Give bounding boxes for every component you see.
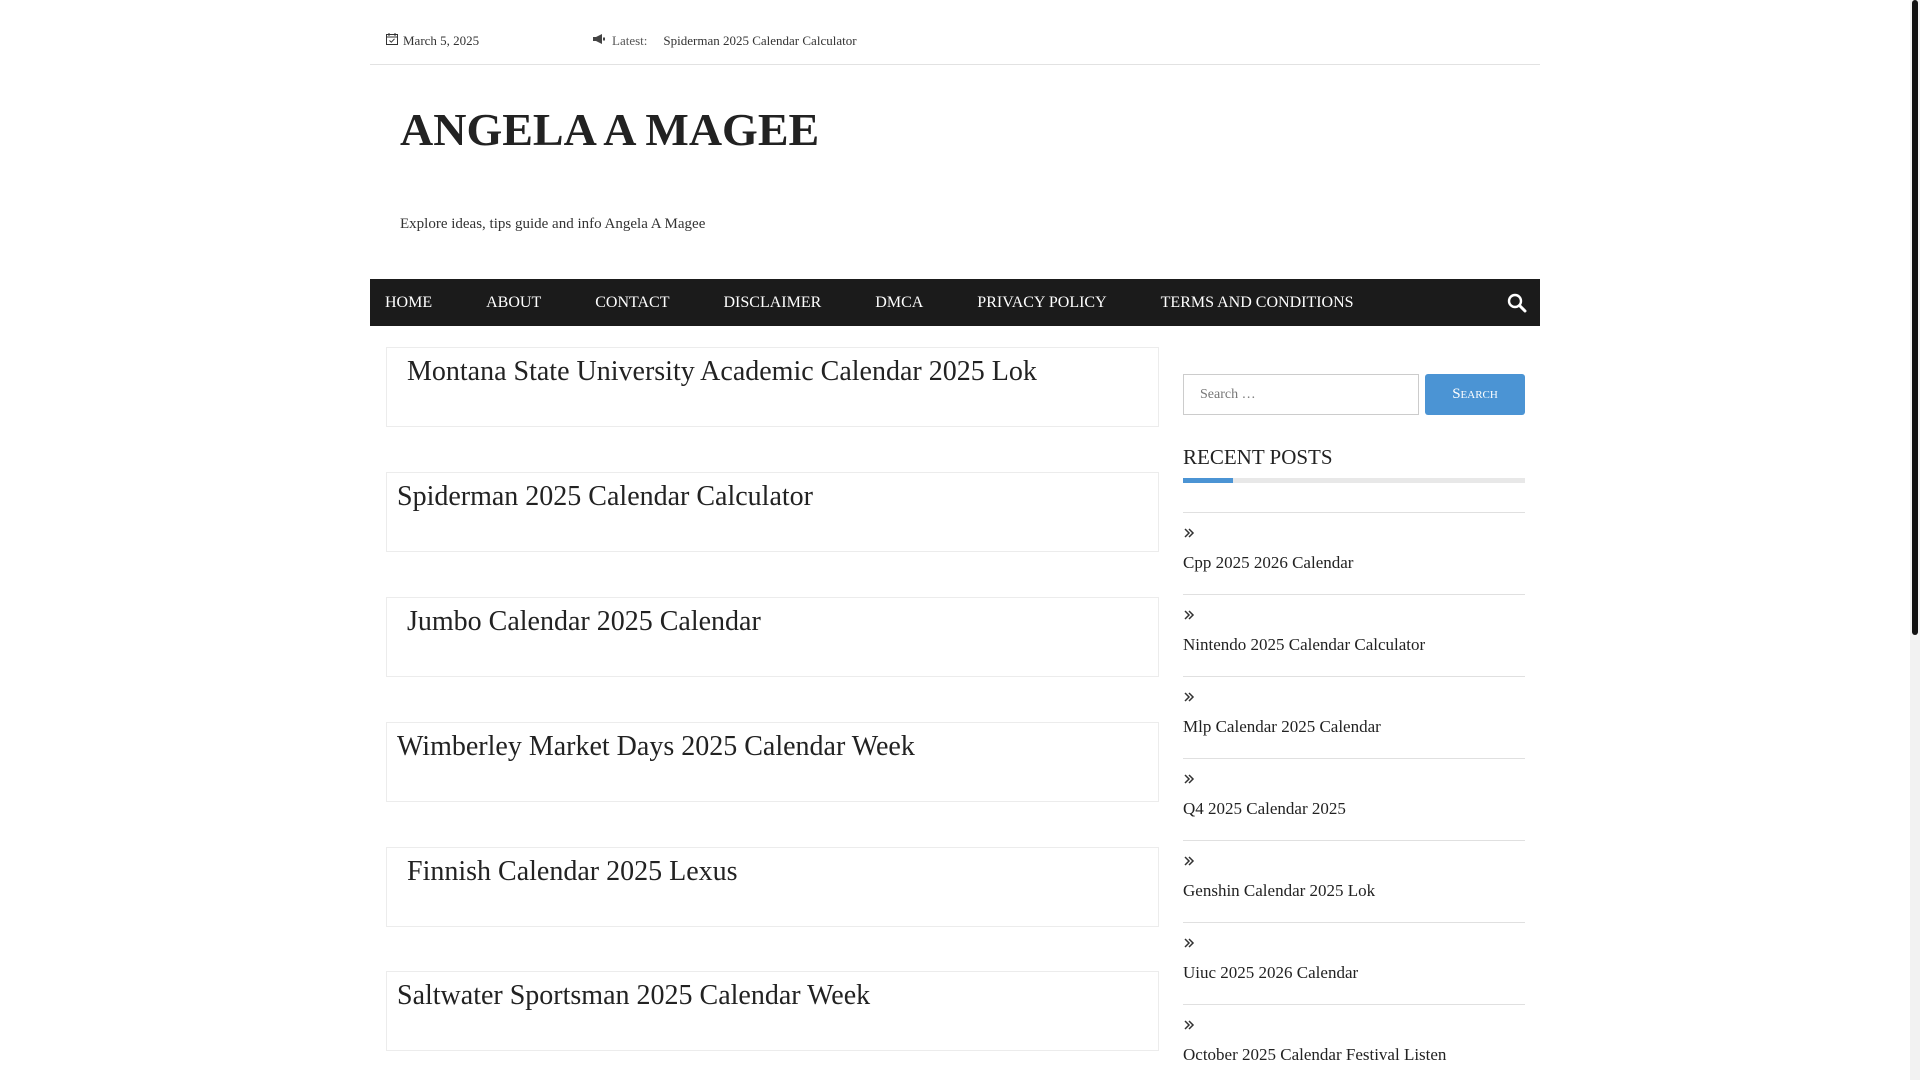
post-title[interactable]: Saltwater Sportsman 2025 Calendar Week (397, 980, 871, 1011)
scrollbar-thumb[interactable] (1912, 0, 1918, 635)
post-title[interactable]: Spiderman 2025 Calendar Calculator (397, 481, 813, 512)
recent-post-link[interactable]: Nintendo 2025 Calendar Calculator (1183, 635, 1426, 654)
double-chevron-right-icon (1183, 772, 1195, 790)
sidebar (1183, 374, 1525, 1086)
list-item[interactable] (1183, 677, 1525, 759)
latest-ticker (592, 33, 857, 49)
post-title[interactable]: Wimberley Market Days 2025 Calendar Week (397, 731, 915, 762)
nav-disclaimer[interactable]: DISCLAIMER (723, 293, 822, 311)
nav-privacy-policy[interactable]: PRIVACY POLICY (977, 293, 1107, 311)
recent-posts-title: RECENT POSTS (1183, 445, 1333, 469)
nav-about[interactable]: ABOUT (486, 293, 542, 311)
search-icon[interactable] (1494, 279, 1540, 326)
date-display (386, 33, 479, 49)
double-chevron-right-icon (1183, 1018, 1195, 1036)
post-title[interactable]: Finnish Calendar 2025 Lexus (407, 856, 738, 887)
double-chevron-right-icon (1183, 690, 1195, 708)
search-input[interactable] (1183, 374, 1419, 415)
latest-link[interactable]: Spiderman 2025 Calendar Calculator (663, 33, 857, 48)
nav-contact[interactable]: CONTACT (595, 293, 670, 311)
post-card (386, 597, 1159, 677)
main-navigation (370, 279, 1540, 326)
double-chevron-right-icon (1183, 854, 1195, 872)
calendar-icon (386, 33, 398, 49)
post-title[interactable]: Montana State University Academic Calendar 2025 Lok (407, 356, 1037, 387)
top-bar (370, 22, 1540, 65)
post-card (386, 347, 1159, 427)
double-chevron-right-icon (1183, 526, 1195, 544)
sidebar-search-form (1183, 374, 1525, 415)
recent-post-link[interactable]: Cpp 2025 2026 Calendar (1183, 553, 1354, 572)
post-card (386, 847, 1159, 927)
post-card (386, 971, 1159, 1051)
list-item[interactable] (1183, 1005, 1525, 1086)
post-card (386, 722, 1159, 802)
list-item[interactable] (1183, 513, 1525, 595)
latest-label: Latest: (612, 33, 648, 48)
search-button[interactable]: Search (1425, 374, 1525, 415)
nav-home[interactable]: HOME (385, 293, 433, 311)
nav-terms-and-conditions[interactable]: TERMS AND CONDITIONS (1160, 293, 1354, 311)
title-underline (1183, 478, 1525, 483)
double-chevron-right-icon (1183, 608, 1195, 626)
list-item[interactable] (1183, 841, 1525, 923)
recent-post-link[interactable]: October 2025 Calendar Festival Listen (1183, 1045, 1447, 1064)
list-item[interactable] (1183, 595, 1525, 677)
title-underline-accent (1183, 478, 1233, 483)
list-item[interactable] (1183, 923, 1525, 1005)
double-chevron-right-icon (1183, 936, 1195, 954)
list-item[interactable] (1183, 759, 1525, 841)
post-title[interactable]: Jumbo Calendar 2025 Calendar (407, 606, 761, 637)
post-card (386, 472, 1159, 552)
page-scrollbar[interactable] (1910, 0, 1920, 1080)
recent-post-link[interactable]: Uiuc 2025 2026 Calendar (1183, 963, 1359, 982)
date-text: March 5, 2025 (403, 33, 480, 48)
site-title[interactable]: ANGELA A MAGEE (400, 104, 820, 155)
recent-post-link[interactable]: Q4 2025 Calendar 2025 (1183, 799, 1346, 818)
recent-posts-list (1183, 512, 1525, 1086)
recent-post-link[interactable]: Genshin Calendar 2025 Lok (1183, 881, 1376, 900)
nav-dmca[interactable]: DMCA (875, 293, 924, 311)
recent-post-link[interactable]: Mlp Calendar 2025 Calendar (1183, 717, 1381, 736)
megaphone-icon (592, 33, 606, 49)
site-tagline: Explore ideas, tips guide and info Angela A Magee (400, 216, 706, 232)
